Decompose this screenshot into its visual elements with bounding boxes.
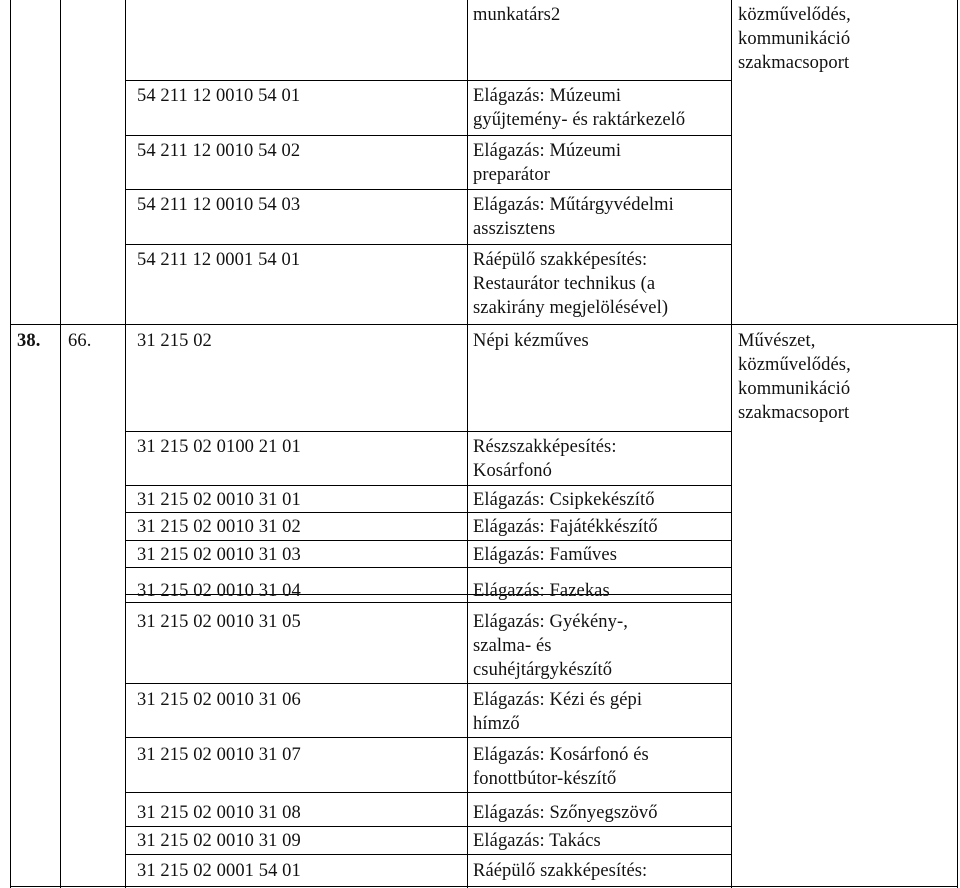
name-cell: munkatárs2 — [473, 5, 561, 25]
code-cell: 31 215 02 0010 31 09 — [137, 831, 301, 851]
name-cell: Népi kézműves — [473, 331, 589, 351]
code-cell: 54 211 12 0010 54 02 — [137, 141, 301, 161]
group-cell-line: kommunikáció — [738, 29, 851, 49]
code-cell: 31 215 02 0010 31 07 — [137, 745, 301, 765]
name-cell: Kosárfonó — [473, 461, 552, 481]
row-number-secondary: 66. — [68, 331, 92, 351]
name-cell: Elágazás: Faműves — [473, 545, 617, 565]
name-cell: gyűjtemény- és raktárkezelő — [473, 110, 686, 130]
code-cell: 31 215 02 0100 21 01 — [137, 437, 301, 457]
name-cell: Elágazás: Fajátékkészítő — [473, 517, 658, 537]
name-cell: Elágazás: Takács — [473, 831, 601, 851]
code-cell: 31 215 02 — [137, 331, 212, 351]
name-cell: Elágazás: Gyékény-, — [473, 612, 628, 632]
name-cell: szalma- és — [473, 636, 552, 656]
name-cell: Elágazás: Műtárgyvédelmi — [473, 195, 674, 215]
code-cell: 54 211 12 0010 54 03 — [137, 195, 301, 215]
code-cell: 31 215 02 0010 31 06 — [137, 690, 301, 710]
group-cell-line: szakmacsoport — [738, 403, 850, 423]
name-cell: Elágazás: Fazekas — [473, 581, 610, 601]
group-cell-line: kommunikáció — [738, 379, 851, 399]
name-cell: hímző — [473, 714, 520, 734]
name-cell: Elágazás: Múzeumi — [473, 141, 622, 161]
group-cell-line: közművelődés, — [738, 355, 851, 375]
name-cell: preparátor — [473, 165, 551, 185]
name-cell: Ráépülő szakképesítés: — [473, 250, 648, 270]
code-cell: 31 215 02 0001 54 01 — [137, 861, 301, 881]
group-cell-line: szakmacsoport — [738, 53, 850, 73]
name-cell: csuhéjtárgykészítő — [473, 660, 613, 680]
name-cell: szakirány megjelölésével) — [473, 298, 669, 318]
code-cell: 54 211 12 0010 54 01 — [137, 86, 301, 106]
code-cell: 31 215 02 0010 31 08 — [137, 803, 301, 823]
group-cell-line: közművelődés, — [738, 5, 851, 25]
name-cell: Ráépülő szakképesítés: — [473, 861, 648, 881]
name-cell: Elágazás: Múzeumi — [473, 86, 622, 106]
code-cell: 54 211 12 0001 54 01 — [137, 250, 301, 270]
code-cell: 31 215 02 0010 31 05 — [137, 612, 301, 632]
name-cell: asszisztens — [473, 219, 556, 239]
row-number: 38. — [17, 331, 41, 351]
code-cell: 31 215 02 0010 31 03 — [137, 545, 301, 565]
name-cell: fonottbútor-készítő — [473, 769, 617, 789]
code-cell: 31 215 02 0010 31 02 — [137, 517, 301, 537]
name-cell: Elágazás: Szőnyegszövő — [473, 803, 658, 823]
name-cell: Elágazás: Csipkekészítő — [473, 490, 655, 510]
name-cell: Restaurátor technikus (a — [473, 274, 656, 294]
code-cell: 31 215 02 0010 31 04 — [137, 581, 301, 601]
name-cell: Elágazás: Kézi és gépi — [473, 690, 643, 710]
group-cell-line: Művészet, — [738, 331, 816, 351]
code-cell: 31 215 02 0010 31 01 — [137, 490, 301, 510]
name-cell: Részszakképesítés: — [473, 437, 617, 457]
name-cell: Elágazás: Kosárfonó és — [473, 745, 649, 765]
